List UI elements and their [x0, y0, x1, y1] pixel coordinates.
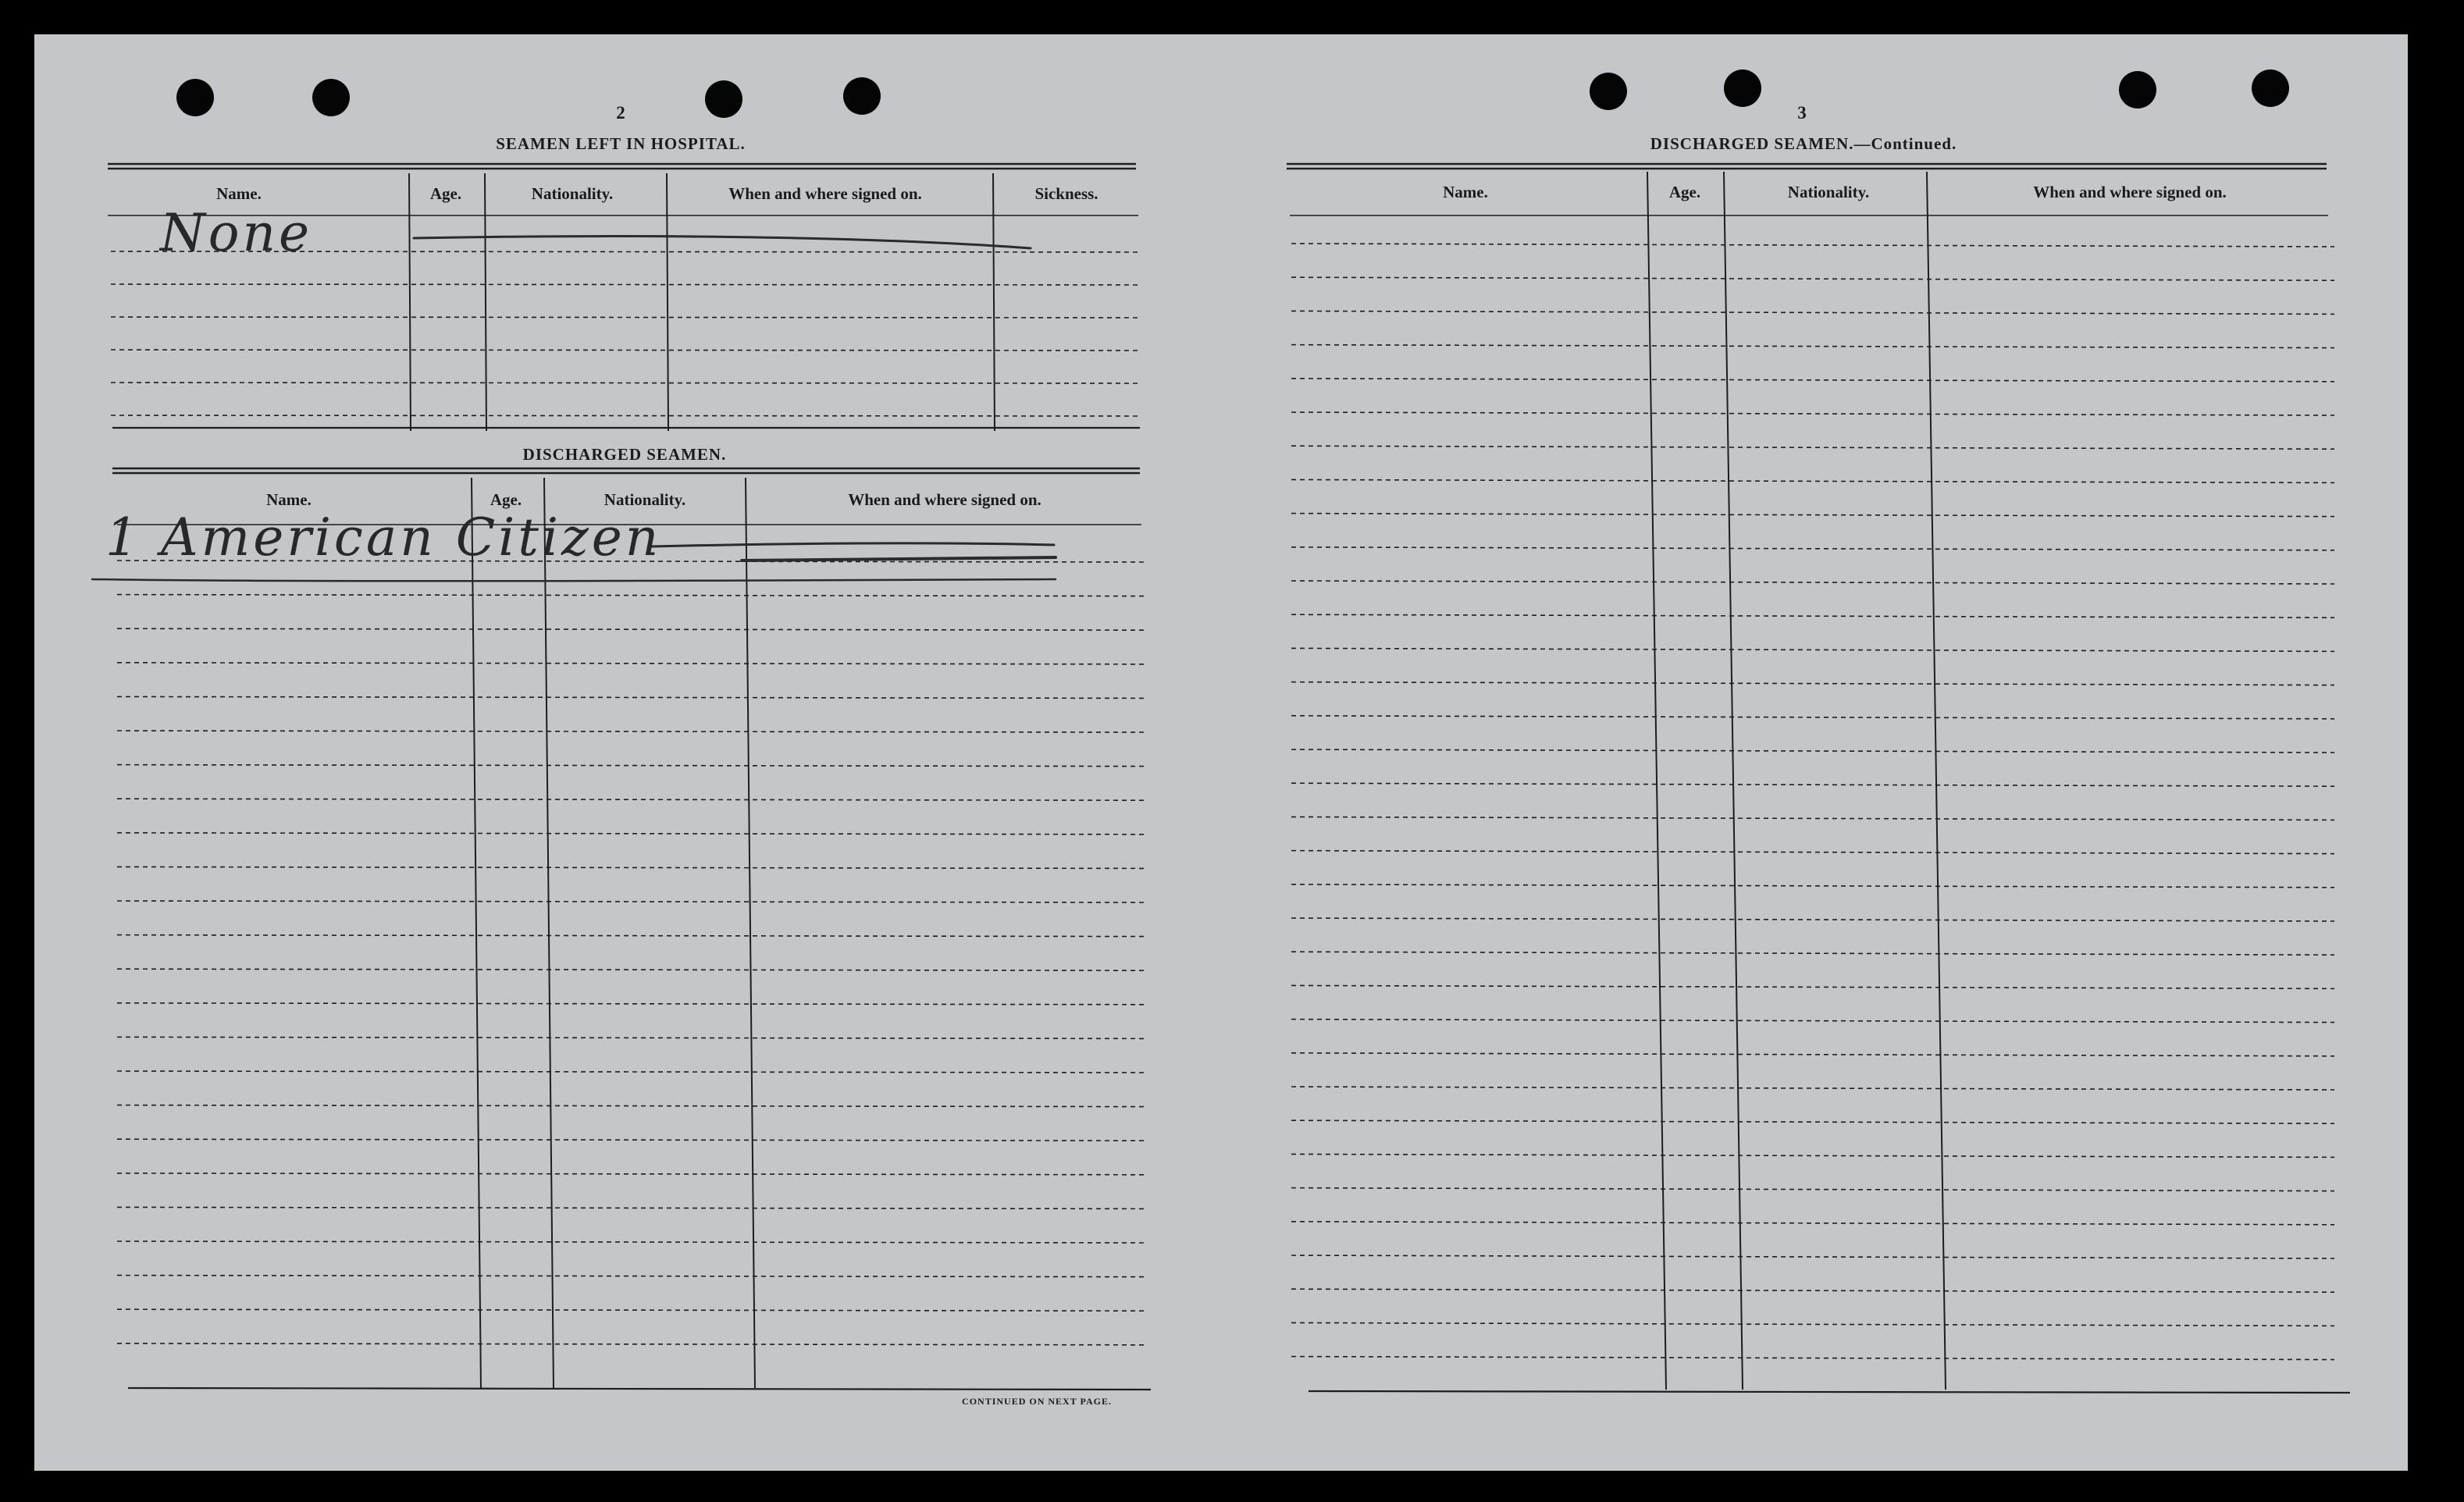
dotted-row-line: [1291, 614, 2334, 618]
dotted-row-line: [1291, 514, 2334, 517]
dotted-row-line: [117, 1173, 1145, 1175]
hospital-col-nationality: Nationality.: [531, 184, 614, 203]
hospital-col-sickness: Sickness.: [1034, 184, 1098, 203]
dotted-row-line: [1291, 1154, 2334, 1157]
dotted-row-line: [1291, 1357, 2334, 1360]
dotted-row-line: [117, 628, 1145, 630]
dotted-row-line: [117, 1003, 1145, 1005]
column-rule: [1647, 172, 1666, 1390]
dotted-row-line: [117, 1276, 1145, 1277]
dotted-row-line: [1291, 952, 2334, 955]
handwritten-dash-stroke: [652, 543, 1054, 546]
dotted-row-line: [1291, 851, 2334, 854]
dotted-row-line: [117, 1344, 1145, 1345]
dotted-row-line: [1291, 1255, 2334, 1258]
hospital-col-name: Name.: [216, 184, 262, 203]
dotted-row-line: [1291, 446, 2334, 449]
punch-hole: [2252, 69, 2289, 107]
dotted-row-line: [1291, 581, 2334, 584]
punch-hole: [1590, 73, 1627, 110]
dotted-row-line: [1291, 783, 2334, 786]
dotted-row-line: [117, 935, 1145, 937]
handwritten-american-citizen-entry: 1 American Citizen: [105, 507, 662, 568]
hospital-col-signed-on: When and where signed on.: [728, 184, 922, 203]
dotted-row-line: [1291, 1222, 2334, 1225]
page-number-left: 2: [616, 103, 625, 123]
discharged-col-name: Name.: [266, 490, 312, 509]
dotted-row-line: [1291, 1020, 2334, 1023]
dotted-row-line: [117, 765, 1145, 767]
dotted-row-line: [1291, 749, 2334, 753]
handwritten-dash-stroke: [414, 237, 1031, 248]
column-rule: [544, 478, 554, 1388]
dotted-row-line: [117, 901, 1145, 902]
column-rule: [409, 173, 411, 431]
punch-hole: [176, 79, 214, 116]
discharged-continued-title: DISCHARGED SEAMEN.—Continued.: [1650, 134, 1957, 153]
dotted-row-line: [117, 696, 1145, 698]
dotted-row-line: [117, 799, 1145, 800]
column-rule: [485, 173, 486, 431]
dotted-row-line: [1291, 277, 2334, 280]
column-rule: [993, 173, 995, 431]
dotted-row-line: [117, 1309, 1145, 1311]
dotted-row-line: [117, 1139, 1145, 1141]
dotted-row-line: [111, 284, 1138, 285]
dotted-row-line: [117, 1207, 1145, 1208]
dotted-row-line: [117, 1241, 1145, 1243]
dotted-row-line: [117, 867, 1145, 868]
handwritten-none-entry: None: [160, 203, 313, 263]
dotted-row-line: [1291, 682, 2334, 685]
dotted-row-line: [1291, 817, 2334, 820]
dotted-row-line: [1291, 311, 2334, 314]
dotted-row-line: [117, 969, 1145, 970]
column-rule: [1724, 172, 1743, 1390]
punch-hole: [312, 79, 350, 116]
dotted-row-line: [1291, 918, 2334, 921]
right-col-nationality: Nationality.: [1787, 183, 1870, 201]
dotted-row-line: [1291, 1188, 2334, 1191]
dotted-row-line: [1291, 1120, 2334, 1123]
dotted-row-line: [1291, 412, 2334, 415]
dotted-row-line: [117, 595, 1145, 596]
handwritten-underline-stroke: [92, 579, 1056, 581]
dotted-row-line: [1291, 479, 2334, 482]
dotted-row-line: [1291, 1322, 2334, 1326]
punch-hole: [2119, 71, 2156, 109]
dotted-row-line: [117, 833, 1145, 835]
section-bottom-rule: [128, 1388, 1151, 1390]
column-rule: [667, 173, 668, 431]
column-rule: [746, 478, 755, 1388]
continued-footer: CONTINUED ON NEXT PAGE.: [962, 1396, 1112, 1407]
discharged-col-age: Age.: [490, 490, 522, 509]
section-bottom-rule: [1309, 1391, 2350, 1393]
right-col-signed-on: When and where signed on.: [2033, 183, 2227, 201]
discharged-col-nationality: Nationality.: [604, 490, 686, 509]
right-col-age: Age.: [1668, 183, 1701, 201]
dotted-row-line: [1291, 379, 2334, 382]
dotted-row-line: [111, 317, 1138, 318]
discharged-section-title: DISCHARGED SEAMEN.: [522, 445, 727, 464]
dotted-row-line: [1291, 884, 2334, 888]
dotted-row-line: [117, 1037, 1145, 1038]
dotted-row-line: [1291, 985, 2334, 988]
hospital-col-age: Age.: [429, 184, 462, 203]
discharged-col-signed-on: When and where signed on.: [848, 490, 1042, 509]
punch-hole: [843, 77, 881, 115]
column-rule: [1927, 172, 1946, 1390]
dotted-row-line: [111, 350, 1138, 351]
dotted-row-line: [111, 415, 1138, 416]
dotted-row-line: [1291, 716, 2334, 719]
dotted-row-line: [1291, 648, 2334, 651]
hospital-section-title: SEAMEN LEFT IN HOSPITAL.: [496, 134, 746, 153]
dotted-row-line: [1291, 345, 2334, 348]
column-rule: [472, 478, 481, 1388]
dotted-row-line: [1291, 547, 2334, 550]
dotted-row-line: [1291, 1289, 2334, 1292]
dotted-row-line: [1291, 1087, 2334, 1090]
dotted-row-line: [117, 1105, 1145, 1107]
page-number-right: 3: [1797, 103, 1807, 123]
dotted-row-line: [1291, 1053, 2334, 1056]
handwritten-dash-stroke: [742, 557, 1056, 561]
dotted-row-line: [117, 1071, 1145, 1073]
punch-hole: [1724, 69, 1761, 107]
dotted-row-line: [117, 663, 1145, 664]
punch-hole: [705, 80, 742, 118]
right-col-name: Name.: [1443, 183, 1488, 201]
dotted-row-line: [1291, 244, 2334, 247]
dotted-row-line: [117, 731, 1145, 732]
